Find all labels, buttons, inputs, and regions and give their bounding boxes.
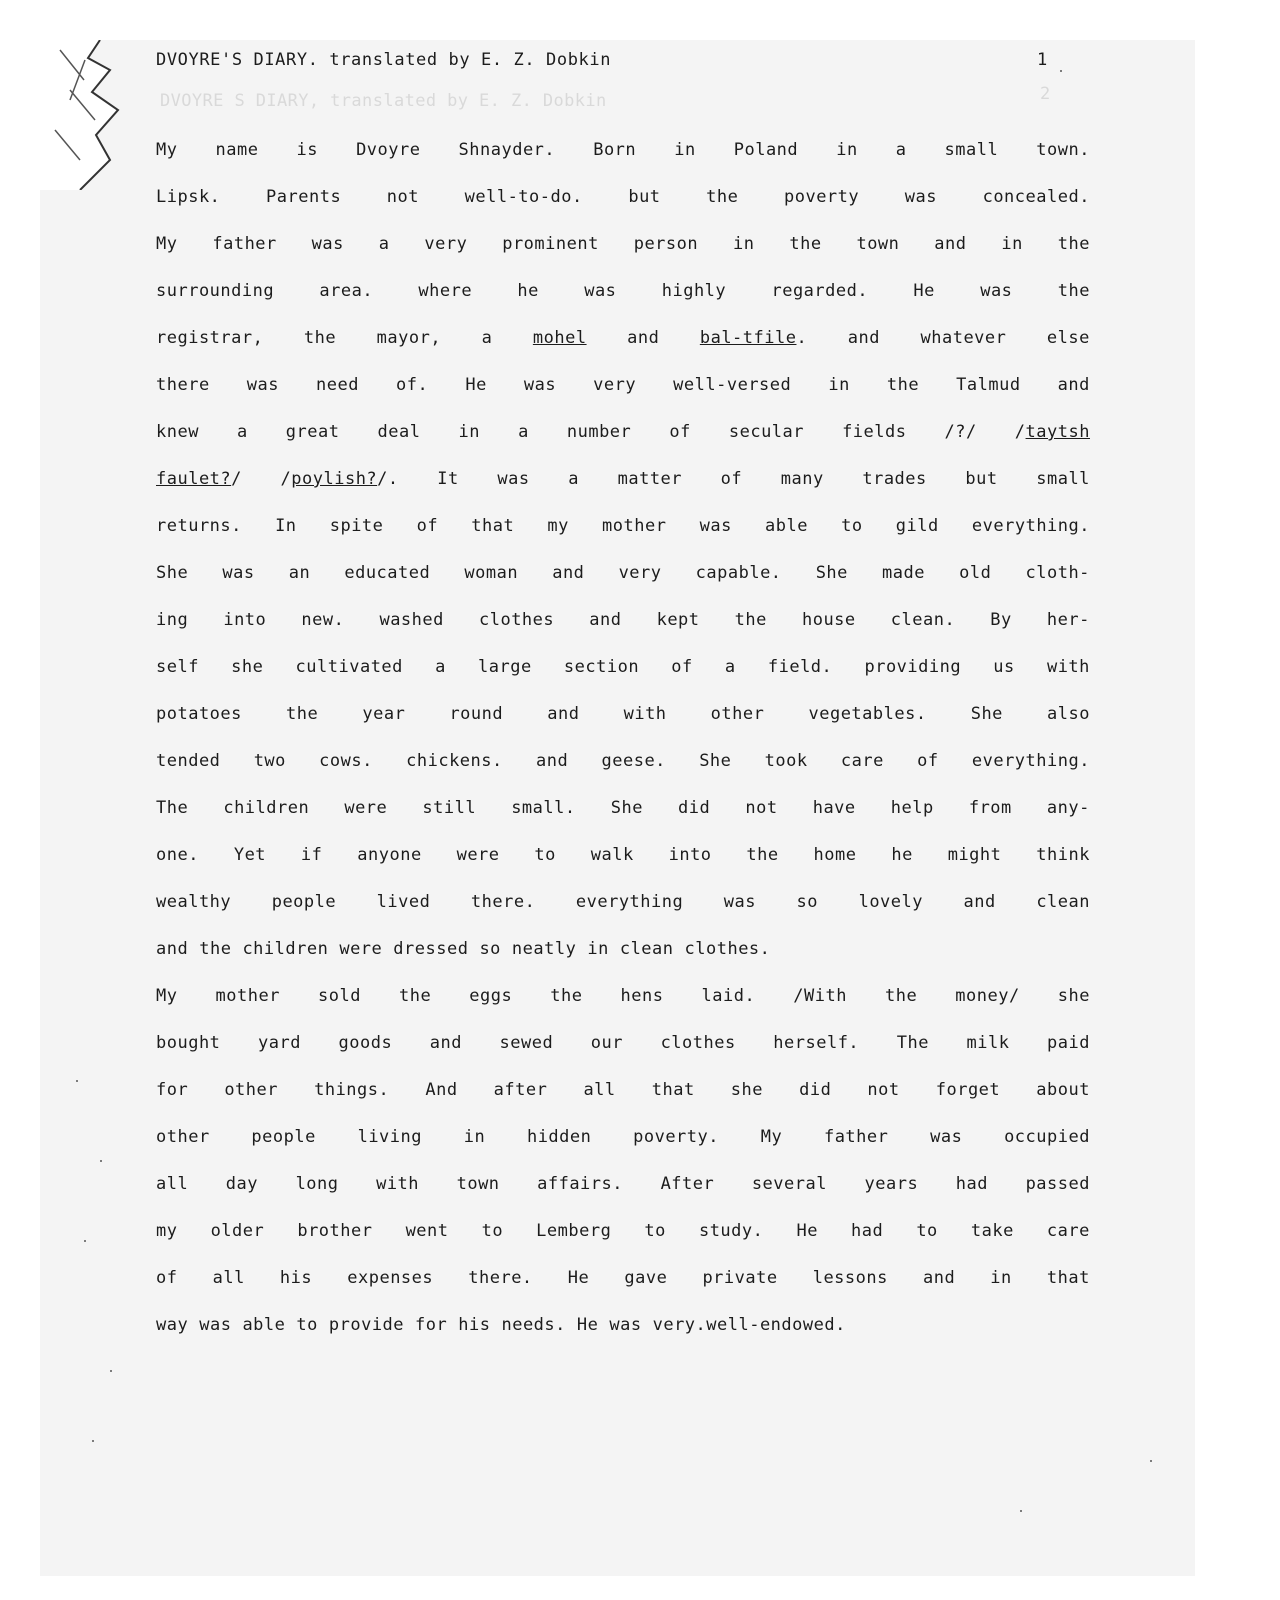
text-line: tended two cows. chickens. and geese. She took care of everything. [156,751,1090,771]
reverse-page-bleed [160,78,1120,125]
text-line: My mother sold the eggs the hens laid. /With the money/ she [156,986,1090,1006]
text-line: faulet?/ /poylish?/. It was a matter of many trades but small [156,469,1090,489]
document-header: DVOYRE'S DIARY. translated by E. Z. Dobkin [156,50,612,70]
text-line: The children were still small. She did not have help from any- [156,798,1090,818]
page-number: 1 [1037,50,1048,70]
text-line: bought yard goods and sewed our clothes herself. The milk paid [156,1033,1090,1053]
text-line: registrar, the mayor, a mohel and bal-tfile. and whatever else [156,328,1090,348]
text-line: knew a great deal in a number of secular fields /?/ /taytsh [156,422,1090,442]
text-line: all day long with town affairs. After several years had passed [156,1174,1090,1194]
torn-corner-mark [40,40,150,190]
text-line: My father was a very prominent person in the town and in the [156,234,1090,254]
text-line: Lipsk. Parents not well-to-do. but the poverty was concealed. [156,187,1090,207]
text-line: ing into new. washed clothes and kept the house clean. By her- [156,610,1090,630]
text-line: returns. In spite of that my mother was able to gild everything. [156,516,1090,536]
text-line: potatoes the year round and with other vegetables. She also [156,704,1090,724]
text-line: My name is Dvoyre Shnayder. Born in Poland in a small town. [156,140,1090,160]
text-line: my older brother went to Lemberg to study. He had to take care [156,1221,1090,1241]
text-line: She was an educated woman and very capable. She made old cloth- [156,563,1090,583]
text-line: and the children were dressed so neatly in clean clothes. [156,939,771,959]
text-line: for other things. And after all that she did not forget about [156,1080,1090,1100]
document-page [40,40,1195,1576]
text-line: other people living in hidden poverty. My father was occupied [156,1127,1090,1147]
reverse-page-number: 2 [1040,84,1051,104]
text-line: surrounding area. where he was highly regarded. He was the [156,281,1090,301]
text-line: wealthy people lived there. everything was so lovely and clean [156,892,1090,912]
text-line: way was able to provide for his needs. He was very.well-endowed. [156,1315,846,1335]
text-line: self she cultivated a large section of a field. providing us with [156,657,1090,677]
text-line: of all his expenses there. He gave private lessons and in that [156,1268,1090,1288]
text-line: one. Yet if anyone were to walk into the home he might think [156,845,1090,865]
reverse-page-title: DVOYRE S DIARY, translated by E. Z. Dobkin [160,91,607,111]
text-line: there was need of. He was very well-versed in the Talmud and [156,375,1090,395]
diary-body [156,138,1090,1360]
